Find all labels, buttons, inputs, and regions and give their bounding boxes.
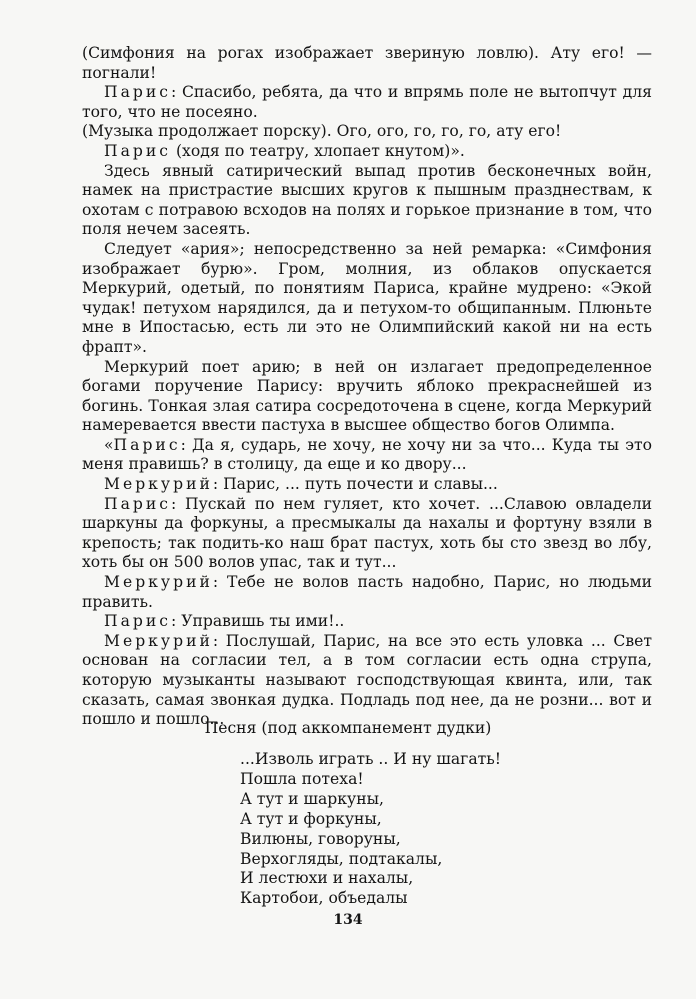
paragraph: Меркурий: Послушай, Парис, на все это есть уловка ... Свет основан на согласии тел, а в том согласии есть одна струпа, которую музыканты называют господствующая квинта, или, так сказать, самая звонкая дудка. Подладь под нее, да не розни... вот и пошло и пошло... xyxy=(82,631,652,729)
paragraph: Парис: Управишь ты ими!.. xyxy=(104,612,345,631)
song-verse xyxy=(240,750,501,909)
speaker-name: Парис xyxy=(104,494,172,513)
speaker-name: Меркурий xyxy=(104,573,213,592)
verse-line: Верхогляды, подтакалы, xyxy=(240,849,443,868)
paragraph: (Музыка продолжает порску). Ого, ого, го, го, го, ату его! xyxy=(82,122,562,141)
speaker-name: Меркурий xyxy=(104,631,213,650)
paragraph: Меркурий поет арию; в ней он излагает предопределенное богами поручение Парису: вручить яблоко прекраснейшей из богинь. Тонкая злая сатира сосредоточена в сцене, когда Меркурий намеревается ввести пастуха в высшее общество богов Олимпа. xyxy=(82,357,652,435)
song-title: Песня (под аккомпанемент дудки) xyxy=(204,719,492,737)
verse-line: Вилюны, говоруны, xyxy=(240,829,401,848)
paragraph: Парис: Пускай по нем гуляет, кто хочет. ...Славою овладели шаркуны да форкуны, а пресмыкалы да нахалы и фортуну взяли в крепость; так подить-ко наш брат пастух, хоть бы сто звезд во лбу, хоть бы он 500 волов упас, так и тут... xyxy=(82,494,652,572)
speaker-name: Парис xyxy=(113,435,181,454)
body-text xyxy=(82,44,652,730)
verse-line: Пошла потеха! xyxy=(240,769,364,788)
speaker-name: Парис xyxy=(104,141,172,160)
page-number: 134 xyxy=(333,912,363,928)
verse-line: ...Изволь играть .. И ну шагать! xyxy=(240,750,502,768)
verse-line: А тут и шаркуны, xyxy=(240,789,384,808)
speaker-name: Меркурий xyxy=(104,475,213,494)
paragraph: Следует «ария»; непосредственно за ней ремарка: «Симфония изображает бурю». Гром, молния, из облаков опускается Меркурий, одетый, по понятиям Париса, крайне мудрено: «Экой чудак! петухом нарядился, да и петухом-то общипанным. Плюньте мне в Ипостасью, есть ли это не Олимпийский какой ни на есть фрапт». xyxy=(82,239,652,356)
paragraph: Меркурий: Парис, ... путь почести и славы... xyxy=(104,475,498,494)
paragraph: (Симфония на рогах изображает звериную ловлю). Ату его! — погнали! xyxy=(82,44,652,82)
paragraph: «Парис: Да я, сударь, не хочу, не хочу ни за что... Куда ты это меня правишь? в столицу, да еще и ко двору... xyxy=(82,435,652,474)
verse-line: Картобои, объедалы xyxy=(240,889,408,908)
paragraph: Меркурий: Тебе не волов пасть надобно, Парис, но людьми править. xyxy=(82,573,652,611)
paragraph: Парис (ходя по театру, хлопает кнутом)». xyxy=(104,141,465,160)
speaker-name: Парис xyxy=(104,83,172,102)
paragraph: Здесь явный сатирический выпад против бесконечных войн, намек на пристрастие высших кругов к пышным празднествам, к охотам с потравою всходов на полях и горькое признание в том, что поля нечем засеять. xyxy=(82,161,652,239)
paragraph: Парис: Спасибо, ребята, да что и впрямь поле не вытопчут для того, что не посеяно. xyxy=(82,83,652,121)
verse-line: А тут и форкуны, xyxy=(240,809,382,828)
speaker-name: Парис xyxy=(104,612,172,631)
verse-line: И лестюхи и нахалы, xyxy=(240,869,414,888)
